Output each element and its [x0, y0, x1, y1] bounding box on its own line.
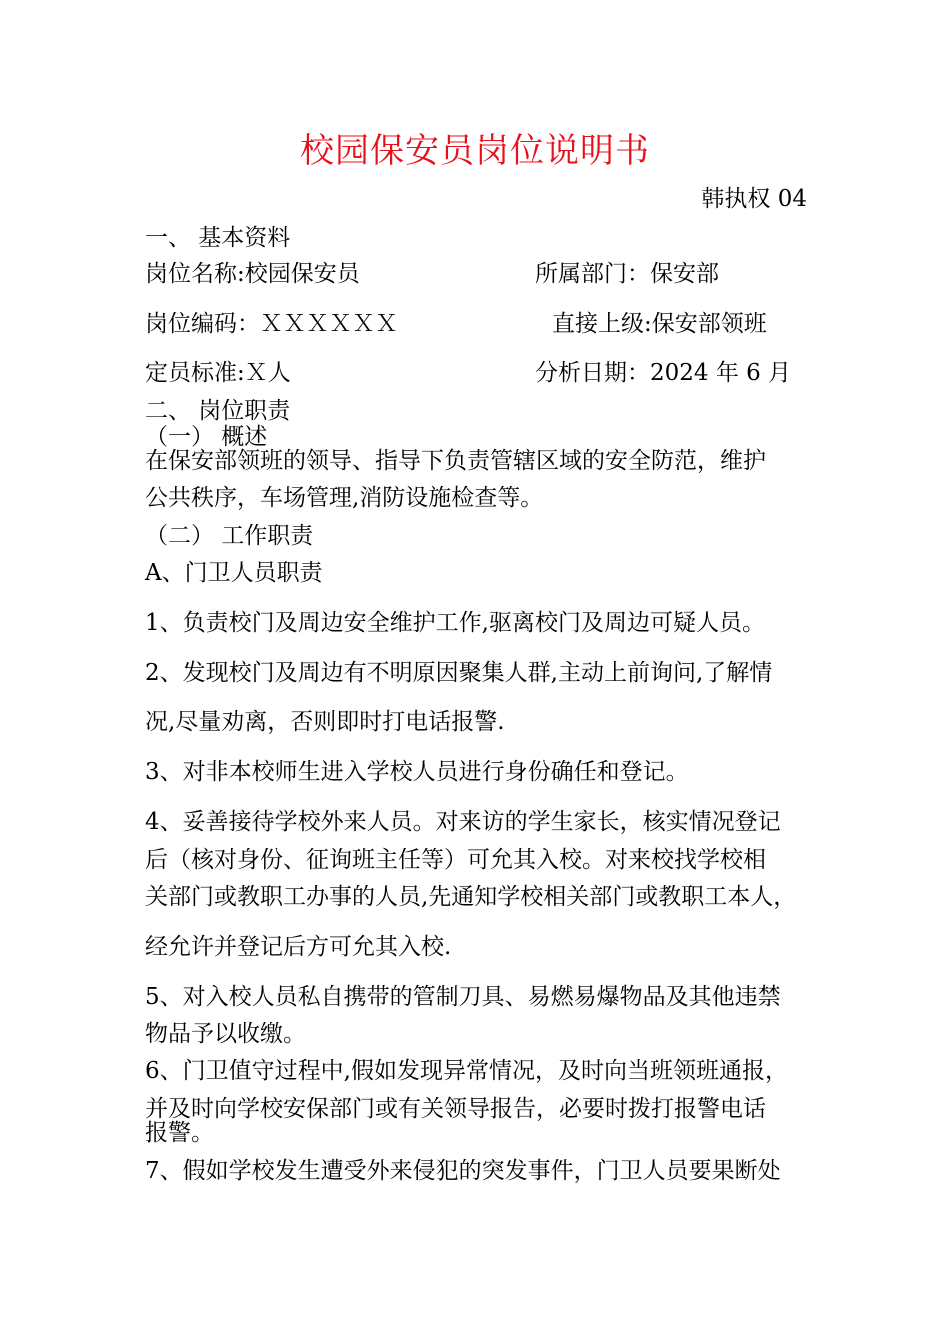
- section1-heading: 一、 基本资料: [145, 225, 291, 251]
- overview-line: 公共秩序，车场管理,消防设施检查等。: [145, 485, 544, 511]
- duty-item: 后（核对身份、征询班主任等）可允其入校。对来校找学校相: [145, 847, 766, 873]
- document-code: 韩执权 04: [701, 186, 807, 212]
- duty-item: 并及时向学校安保部门或有关领导报告，必要时拨打报警电话: [145, 1096, 766, 1122]
- duty-item: 经允许并登记后方可允其入校.: [145, 934, 452, 960]
- staffing: 定员标准:Ｘ人: [145, 360, 291, 386]
- duty-item: 3、对非本校师生进入学校人员进行身份确任和登记。: [145, 759, 689, 785]
- post-name: 岗位名称:校园保安员: [145, 261, 360, 287]
- subsection-duties: （二） 工作职责: [145, 523, 314, 549]
- duty-item: 物品予以收缴。: [145, 1021, 306, 1047]
- duty-item: 4、妥善接待学校外来人员。对来访的学生家长，核实情况登记: [145, 809, 781, 835]
- superior: 直接上级:保安部领班: [552, 311, 767, 337]
- duty-item: 1、负责校门及周边安全维护工作,驱离校门及周边可疑人员。: [145, 610, 765, 636]
- section2-heading: 二、 岗位职责: [145, 398, 291, 424]
- duty-item: 报警。: [145, 1120, 214, 1146]
- duty-item: 6、门卫值守过程中,假如发现异常情况，及时向当班领班通报，: [145, 1058, 788, 1084]
- duty-group-heading: A、门卫人员职责: [145, 560, 323, 586]
- department: 所属部门：保安部: [535, 261, 719, 287]
- overview-line: 在保安部领班的领导、指导下负责管辖区域的安全防范，维护: [145, 448, 766, 474]
- subsection-overview: （一） 概述: [145, 424, 268, 450]
- duty-item: 况,尽量劝离，否则即时打电话报警.: [145, 709, 505, 735]
- post-code: 岗位编码：ＸＸＸＸＸＸ: [145, 311, 398, 337]
- duty-item: 7、假如学校发生遭受外来侵犯的突发事件，门卫人员要果断处: [145, 1158, 781, 1184]
- duty-item: 2、发现校门及周边有不明原因聚集人群,主动上前询问,了解情: [145, 660, 773, 686]
- duty-item: 5、对入校人员私自携带的管制刀具、易燃易爆物品及其他违禁: [145, 984, 781, 1010]
- duty-item: 关部门或教职工办事的人员,先通知学校相关部门或教职工本人，: [145, 884, 797, 910]
- analysis-date: 分析日期：2024 年 6 月: [535, 360, 792, 386]
- document-title: 校园保安员岗位说明书: [300, 131, 650, 171]
